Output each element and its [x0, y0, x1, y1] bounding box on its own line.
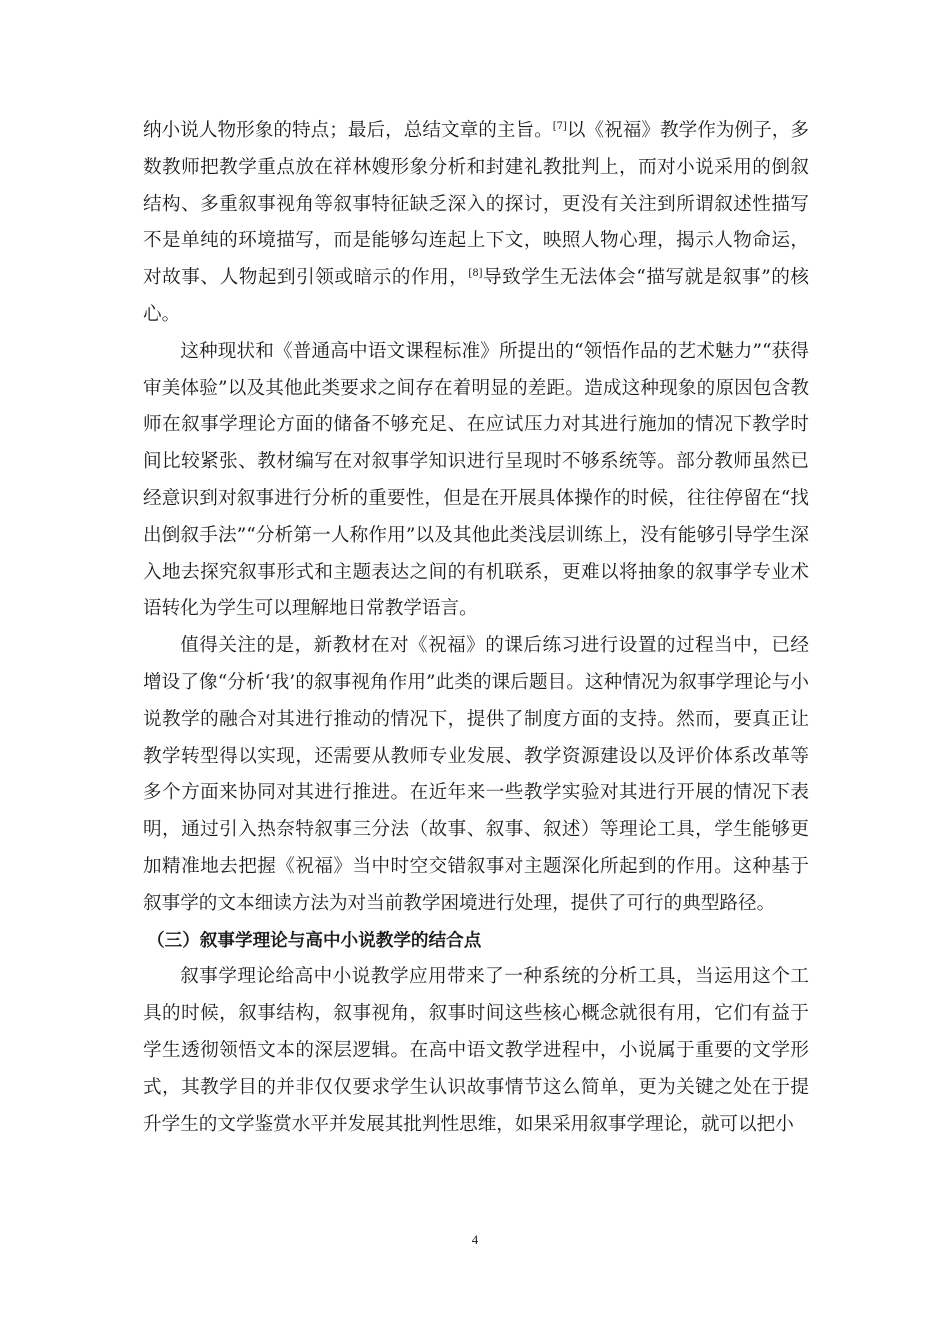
- page-number: 4: [471, 1232, 479, 1247]
- citation-7: [7]: [552, 121, 567, 132]
- citation-8: [8]: [468, 268, 483, 280]
- section-heading: （三）叙事学理论与高中小说教学的结合点: [147, 930, 482, 951]
- paragraph-text: 导致学生无法体会“描写就是叙事”的核心。: [143, 267, 809, 325]
- paragraph-text: 纳小说人物形象的特点；最后，总结文章的主旨。: [143, 120, 553, 141]
- paragraph-continued: [143, 113, 809, 334]
- body-text: [143, 113, 809, 1143]
- paragraph-narratology-tools: 叙事学理论给高中小说教学应用带来了一种系统的分析工具，当运用这个工具的时候，叙事结构，叙事视角，叙事时间这些核心概念就很有用，它们有益于学生透彻领悟文本的深层逻辑。在高中语文教学进程中，小说属于重要的文学形式，其教学目的并非仅仅要求学生认识故事情节这么简单，更为关键之处在于提升学生的文学鉴赏水平并发展其批判性思维，如果采用叙事学理论，就可以把小: [143, 966, 809, 1135]
- paragraph-new-textbook: 值得关注的是，新教材在对《祝福》的课后练习进行设置的过程当中，已经增设了像“分析‘我’的叙事视角作用”此类的课后题目。这种情况为叙事学理论与小说教学的融合对其进行推动的情况下，提供了制度方面的支持。然而，要真正让教学转型得以实现，还需要从教师专业发展、教学资源建设以及评价体系改革等多个方面来协同对其进行推进。在近年来一些教学实验对其进行开展的情况下表明，通过引入热奈特叙事三分法（故事、叙事、叙述）等理论工具，学生能够更加精准地去把握《祝福》当中时空交错叙事对主题深化所起到的作用。这种基于叙事学的文本细读方法为对当前教学困境进行处理，提供了可行的典型路径。: [143, 635, 809, 914]
- paragraph-curriculum-gap: 这种现状和《普通高中语文课程标准》所提出的“领悟作品的艺术魅力”“获得审美体验”以及其他此类要求之间存在着明显的差距。造成这种现象的原因包含教师在叙事学理论方面的储备不够充足、在应试压力对其进行施加的情况下教学时间比较紧张、教材编写在对叙事学知识进行呈现时不够系统等。部分教师虽然已经意识到对叙事进行分析的重要性，但是在开展具体操作的时候，往往停留在“找出倒叙手法”“分析第一人称作用”以及其他此类浅层训练上，没有能够引导学生深入地去探究叙事形式和主题表达之间的有机联系，更难以将抽象的叙事学专业术语转化为学生可以理解地日常教学语言。: [143, 340, 809, 620]
- paragraph-text: 以《祝福》教学作为例子，多数教师把教学重点放在祥林嫂形象分析和封建礼教批判上，而对小说采用的倒叙结构、多重叙事视角等叙事特征缺乏深入的探讨，更没有关注到所谓叙述性描写不是单纯的环境描写，而是能够勾连起上下文，映照人物心理，揭示人物命运，对故事、人物起到引领或暗示的作用，: [143, 120, 809, 289]
